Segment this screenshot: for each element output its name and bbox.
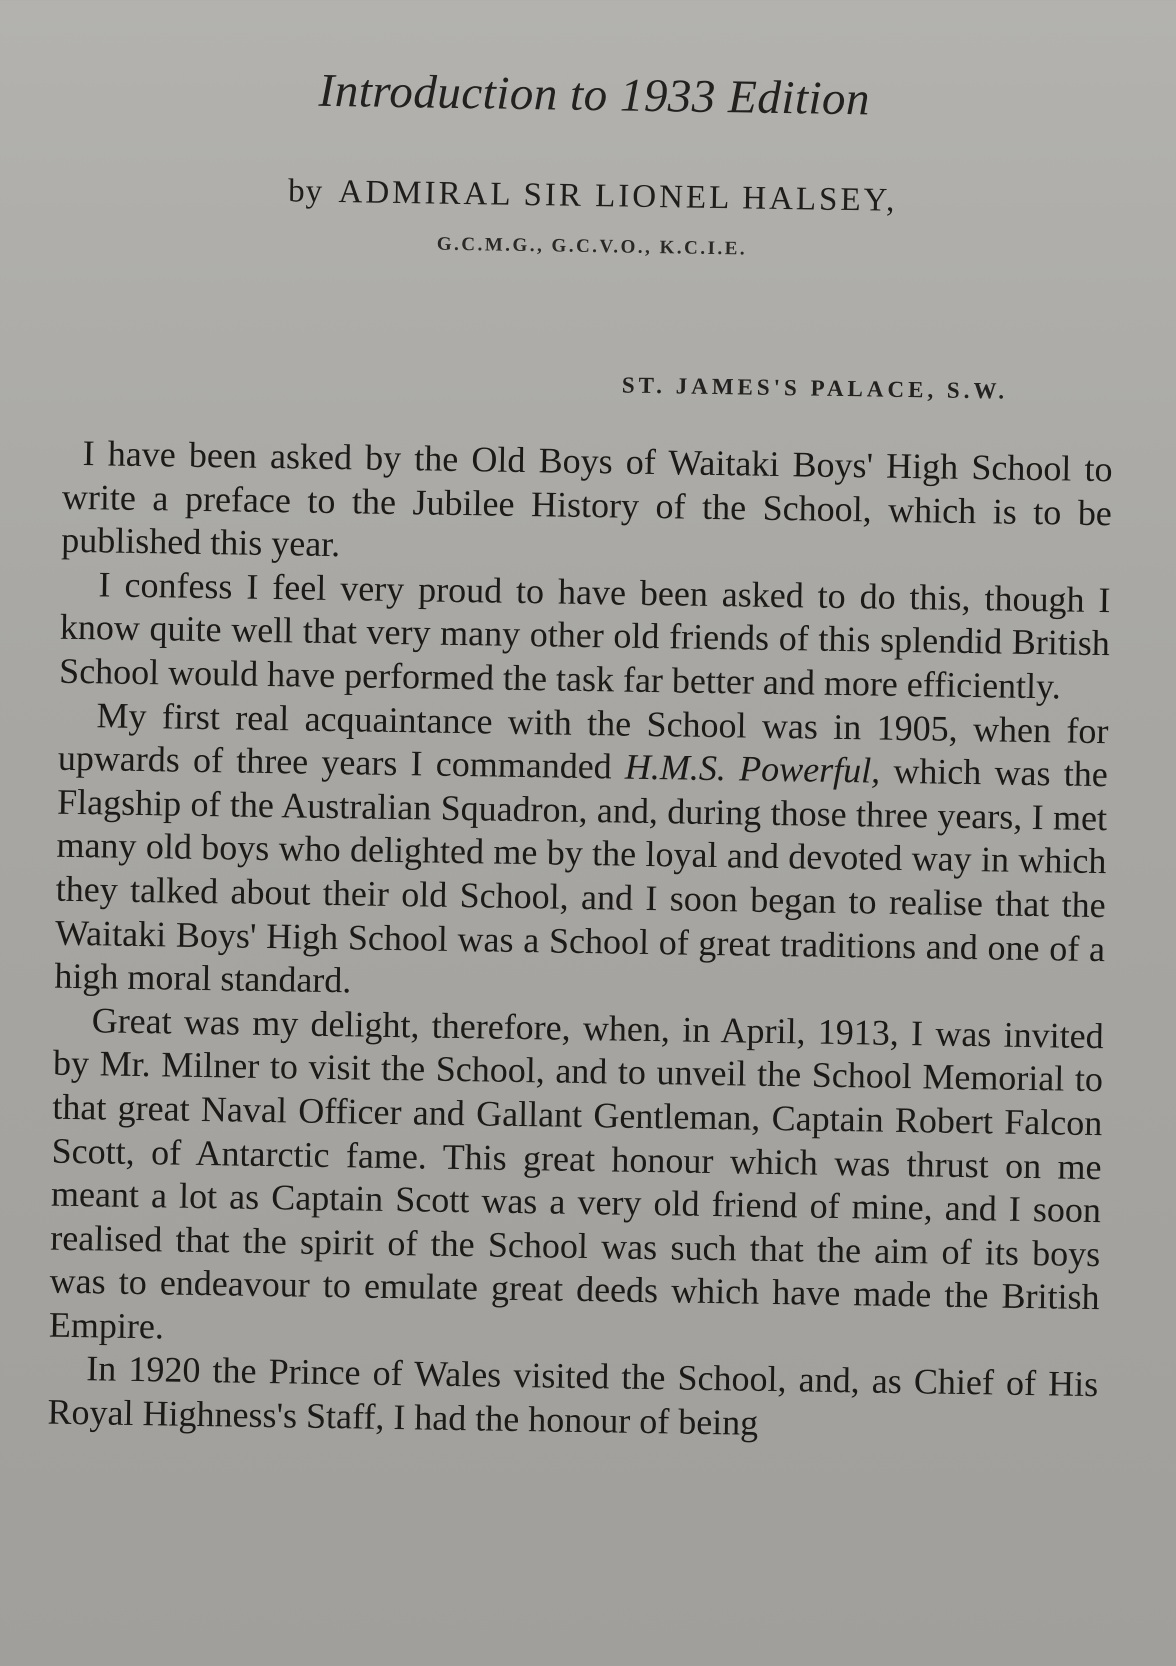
author-name: ADMIRAL SIR LIONEL HALSEY,: [338, 174, 898, 219]
paragraph-1: I have been asked by the Old Boys of Waitaki Boys' High School to write a preface to the Jubilee History of the School, which is to be published this year.: [60, 433, 1113, 565]
author-line: [5, 169, 1176, 224]
location-line: ST. JAMES'S PALACE, S.W.: [621, 372, 1009, 404]
paragraph-5: In 1920 the Prince of Wales visited the School, and, as Chief of His Royal Highness's Staff, I had the honour of being: [47, 1348, 1099, 1443]
paragraph-3: [54, 693, 1109, 1015]
paragraph-4: Great was my delight, therefore, when, in April, 1913, I was invited by Mr. Milner to visit the School, and to unveil the School Memorial to that great Naval Officer and Gallant Gentleman, Captain Robert Falcon Scott, of Antarctic fame. This great honour which was thrust on me meant a lot as Captain Scott was a very old friend of mine, and I soon realised that the spirit of the School was such that the aim of its boys was to endeavour to emulate great deeds which have made the British Empire.: [48, 999, 1104, 1347]
paragraph-3-part-2: which was the Flagship of the Australian Squadron, and, during those three years, I met many old boys who delighted me by the loyal and devoted way in which they talked about their old School, and I soon began to realise that the Waitaki Boys' High School was a School of great traditions and one of a high moral standard.: [54, 750, 1109, 1001]
paragraph-3-part-1: My first real acquaintance with the School was in 1905, when for upwards of three years I commanded: [57, 694, 1109, 787]
paragraph-2: I confess I feel very proud to have been asked to do this, though I know quite well that very many other old friends of this splendid British School would have performed the task far better and more efficiently.: [58, 564, 1111, 707]
author-by: by: [287, 173, 324, 210]
author-honours: G.C.M.G., G.C.V.O., K.C.I.E.: [436, 233, 748, 260]
body-text: [47, 432, 1113, 1451]
page-title: Introduction to 1933 Edition: [318, 64, 871, 126]
ship-name: H.M.S. Powerful,: [624, 746, 881, 791]
